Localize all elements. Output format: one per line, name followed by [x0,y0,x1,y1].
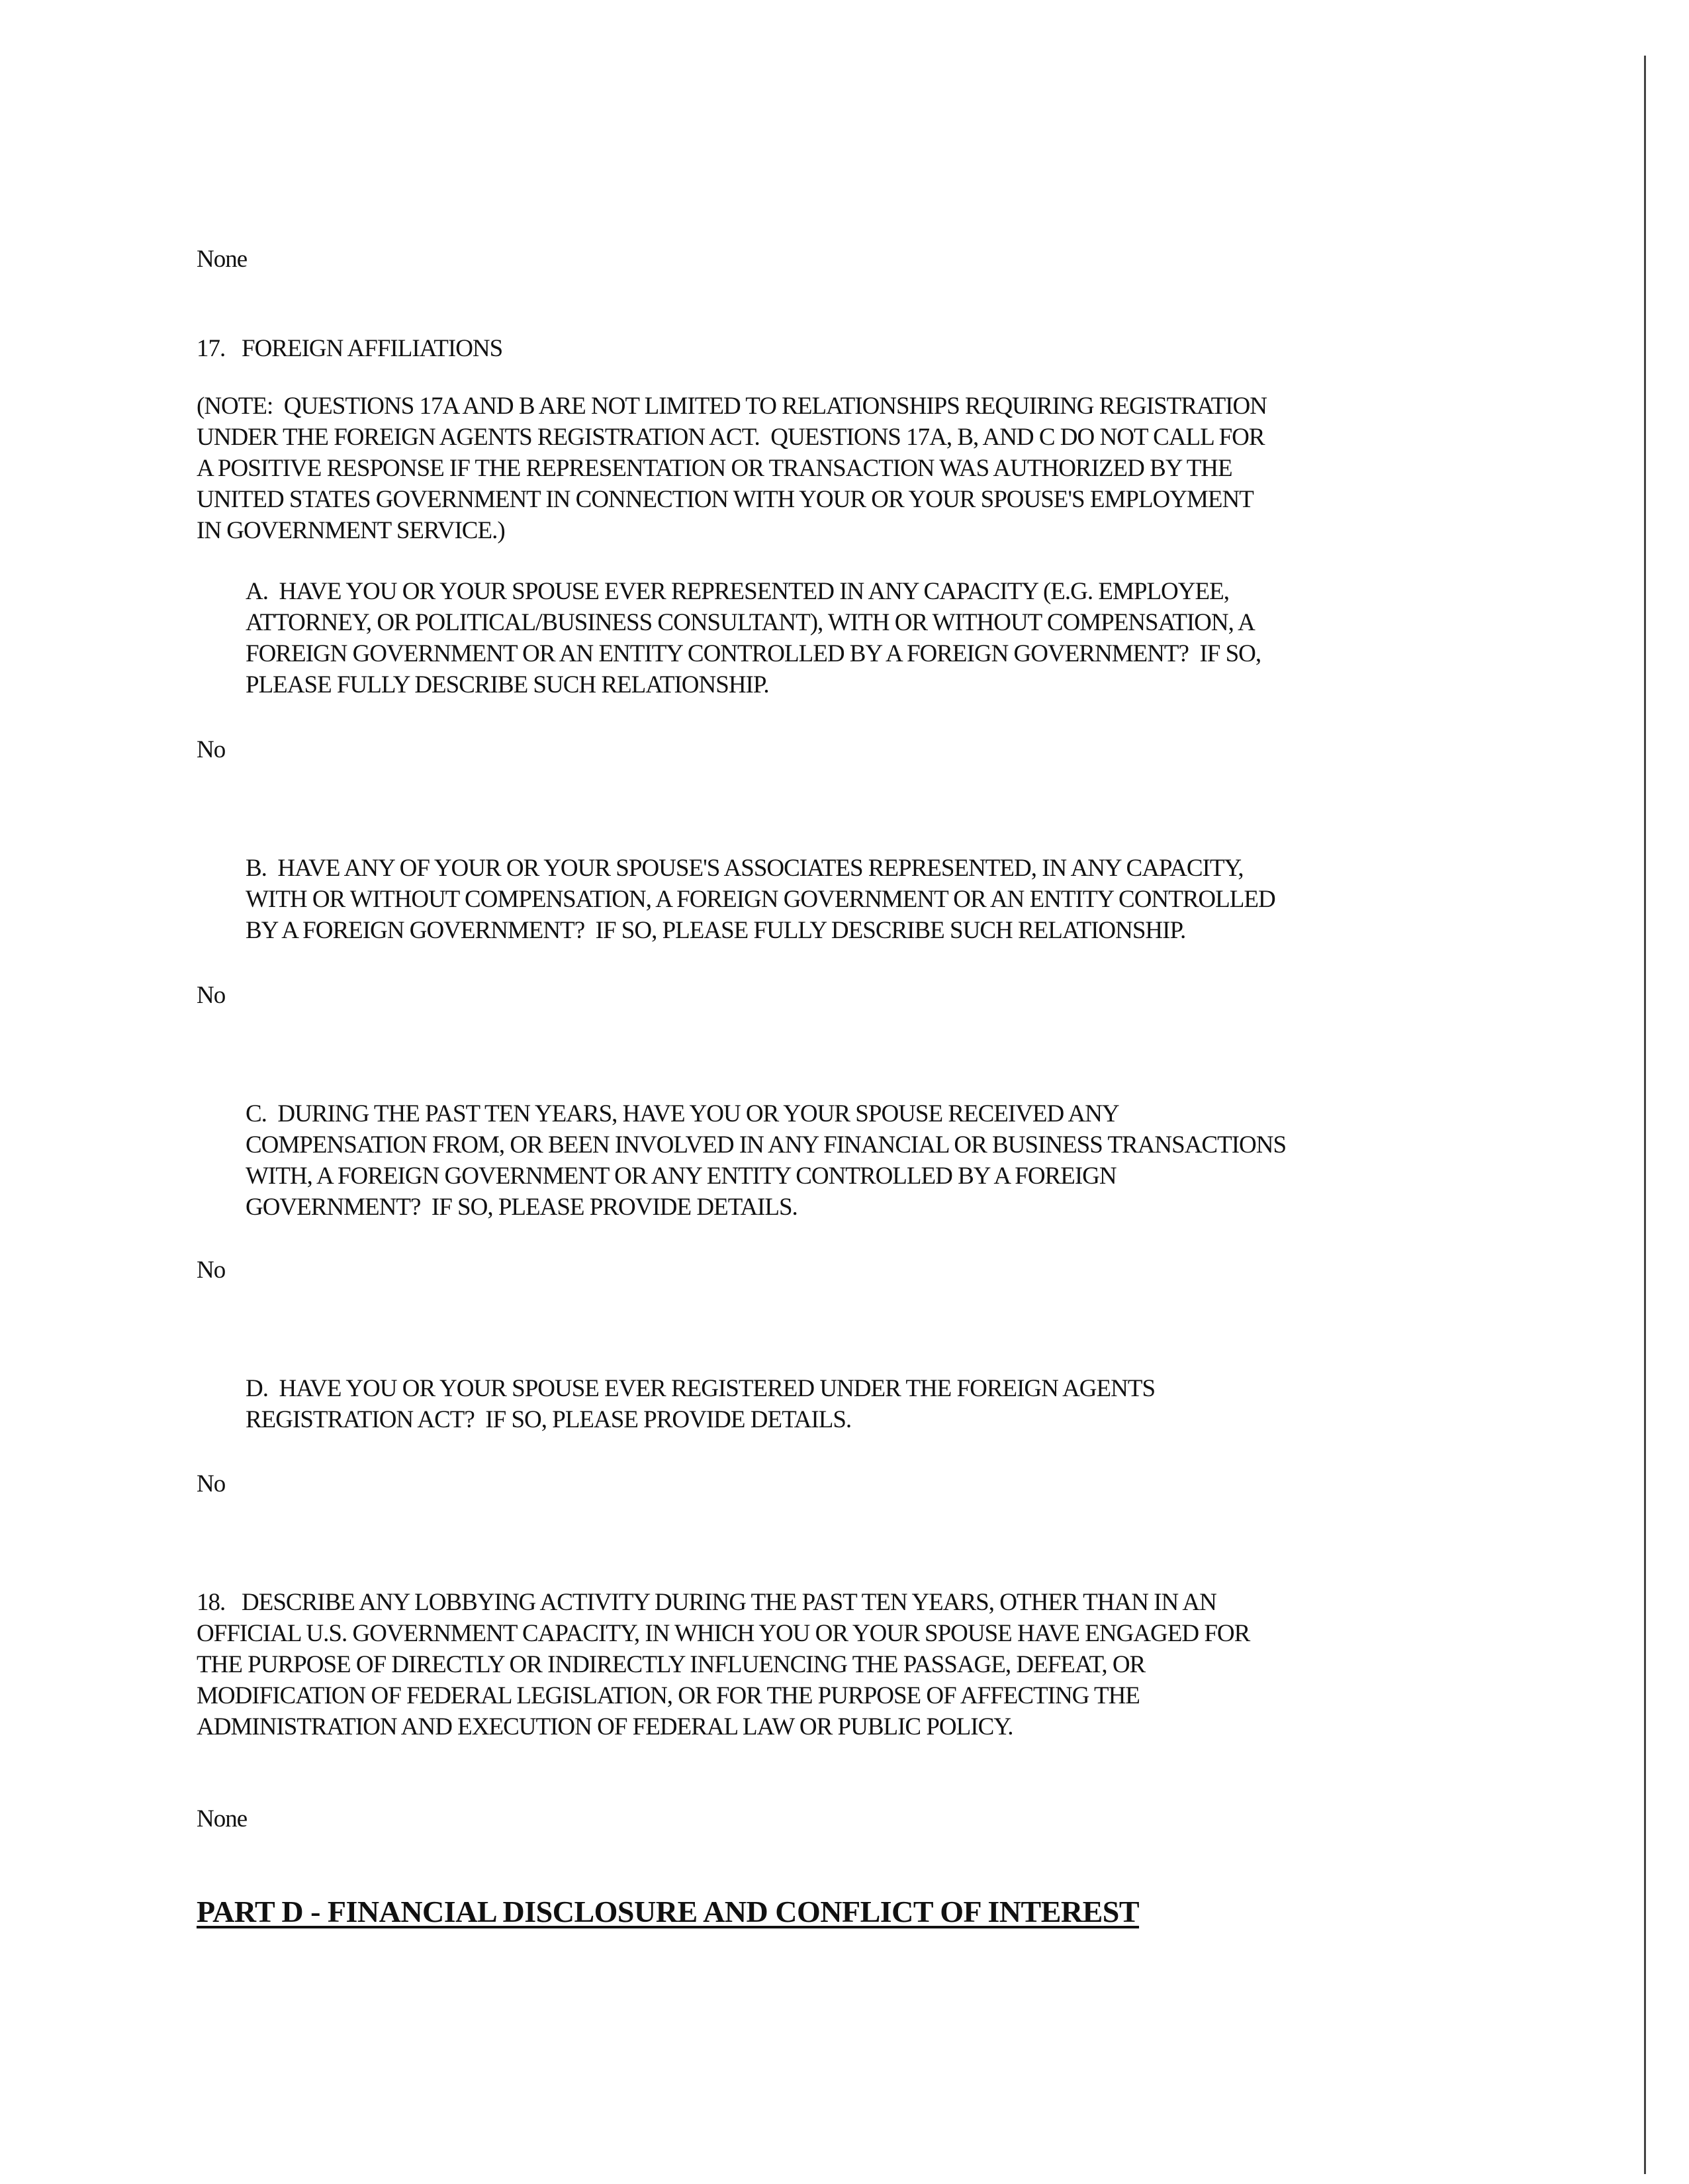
question-17d [246,1373,1155,1435]
question-line: GOVERNMENT? IF SO, PLEASE PROVIDE DETAILS. [246,1194,798,1221]
question-line: REGISTRATION ACT? IF SO, PLEASE PROVIDE DETAILS. [246,1406,852,1433]
question-line: 18. DESCRIBE ANY LOBBYING ACTIVITY DURING THE PAST TEN YEARS, OTHER THAN IN AN [197,1589,1216,1616]
answer-17c: No [197,1257,226,1284]
note-line: UNITED STATES GOVERNMENT IN CONNECTION WITH YOUR OR YOUR SPOUSE'S EMPLOYMENT [197,486,1254,513]
note-line: UNDER THE FOREIGN AGENTS REGISTRATION ACT. QUESTIONS 17A, B, AND C DO NOT CALL FOR [197,424,1265,451]
question-line: ATTORNEY, OR POLITICAL/BUSINESS CONSULTANT), WITH OR WITHOUT COMPENSATION, A [246,609,1255,636]
page-edge-rule [1644,56,1646,2174]
part-d-heading: PART D - FINANCIAL DISCLOSURE AND CONFLICT OF INTEREST [197,1895,1140,1928]
question-line: OFFICIAL U.S. GOVERNMENT CAPACITY, IN WHICH YOU OR YOUR SPOUSE HAVE ENGAGED FOR [197,1620,1250,1647]
question-line: FOREIGN GOVERNMENT OR AN ENTITY CONTROLLED BY A FOREIGN GOVERNMENT? IF SO, [246,640,1261,667]
question-line: WITH, A FOREIGN GOVERNMENT OR ANY ENTITY CONTROLLED BY A FOREIGN [246,1163,1117,1190]
question-line: B. HAVE ANY OF YOUR OR YOUR SPOUSE'S ASSOCIATES REPRESENTED, IN ANY CAPACITY, [246,855,1244,882]
question-line: BY A FOREIGN GOVERNMENT? IF SO, PLEASE FULLY DESCRIBE SUCH RELATIONSHIP. [246,917,1186,944]
answer-top: None [197,246,248,273]
answer-17d: No [197,1470,226,1497]
question-line: ADMINISTRATION AND EXECUTION OF FEDERAL LAW OR PUBLIC POLICY. [197,1713,1013,1740]
q17-heading: 17. FOREIGN AFFILIATIONS [197,335,503,362]
note-line: IN GOVERNMENT SERVICE.) [197,517,505,544]
answer-17a: No [197,736,226,763]
question-line: MODIFICATION OF FEDERAL LEGISLATION, OR FOR THE PURPOSE OF AFFECTING THE [197,1682,1140,1709]
question-line: D. HAVE YOU OR YOUR SPOUSE EVER REGISTERED UNDER THE FOREIGN AGENTS [246,1375,1156,1402]
q17-note [197,391,1267,546]
answer-17b: No [197,982,226,1009]
question-line: PLEASE FULLY DESCRIBE SUCH RELATIONSHIP. [246,671,769,698]
answer-18: None [197,1805,248,1832]
question-line: C. DURING THE PAST TEN YEARS, HAVE YOU OR YOUR SPOUSE RECEIVED ANY [246,1100,1119,1127]
question-17c [246,1098,1286,1223]
question-line: A. HAVE YOU OR YOUR SPOUSE EVER REPRESENTED IN ANY CAPACITY (E.G. EMPLOYEE, [246,578,1229,605]
question-line: THE PURPOSE OF DIRECTLY OR INDIRECTLY INFLUENCING THE PASSAGE, DEFEAT, OR [197,1651,1146,1678]
question-18 [197,1587,1250,1742]
note-line: A POSITIVE RESPONSE IF THE REPRESENTATION OR TRANSACTION WAS AUTHORIZED BY THE [197,455,1232,482]
question-17b [246,853,1275,946]
note-line: (NOTE: QUESTIONS 17A AND B ARE NOT LIMITED TO RELATIONSHIPS REQUIRING REGISTRATION [197,393,1267,420]
question-17a [246,576,1261,700]
question-line: WITH OR WITHOUT COMPENSATION, A FOREIGN GOVERNMENT OR AN ENTITY CONTROLLED [246,886,1275,913]
question-line: COMPENSATION FROM, OR BEEN INVOLVED IN ANY FINANCIAL OR BUSINESS TRANSACTIONS [246,1131,1287,1159]
